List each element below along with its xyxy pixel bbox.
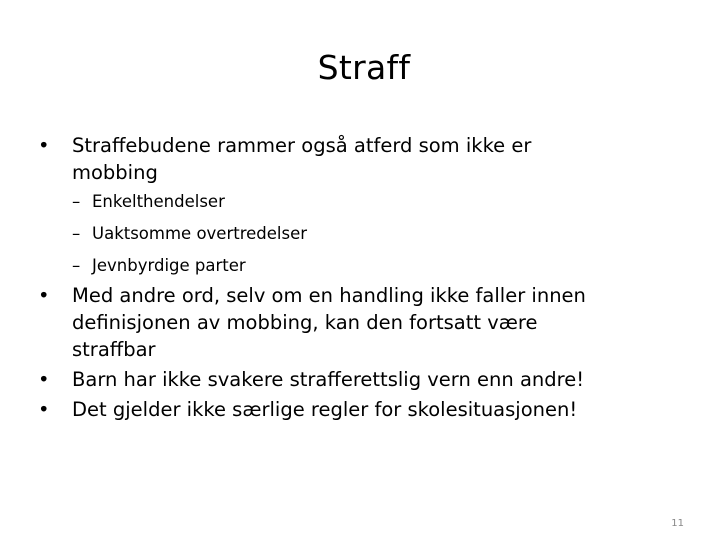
bullet-text-line: Straffebudene rammer også atferd som ikke er — [72, 134, 532, 157]
bullet-text-line: Barn har ikke svakere strafferettslig vern enn andre! — [72, 368, 585, 391]
dash-icon: – — [72, 256, 81, 275]
bullet-text-line: mobbing — [72, 161, 158, 184]
bullet-text-line: definisjonen av mobbing, kan den fortsatt være — [72, 311, 538, 334]
sub-bullet-item — [38, 250, 678, 282]
sub-bullet-item — [38, 186, 678, 218]
sub-bullet-text: Jevnbyrdige parter — [92, 256, 246, 275]
bullet-list — [38, 132, 678, 423]
slide-title: Straff — [317, 48, 411, 87]
bullet-icon: • — [38, 398, 50, 421]
bullet-item — [38, 396, 678, 423]
bullet-item — [38, 282, 678, 363]
sub-bullet-item — [38, 218, 678, 250]
bullet-item — [38, 366, 678, 393]
page-number: 11 — [671, 518, 684, 529]
sub-bullet-text: Uaktsomme overtredelser — [92, 224, 308, 243]
bullet-icon: • — [38, 134, 50, 157]
bullet-text-line: straffbar — [72, 338, 156, 361]
bullet-text-line: Det gjelder ikke særlige regler for skolesituasjonen! — [72, 398, 578, 421]
bullet-text-line: Med andre ord, selv om en handling ikke faller innen — [72, 284, 586, 307]
dash-icon: – — [72, 224, 81, 243]
sub-bullet-text: Enkelthendelser — [92, 192, 225, 211]
dash-icon: – — [72, 192, 81, 211]
bullet-icon: • — [38, 368, 50, 391]
bullet-item — [38, 132, 678, 186]
bullet-icon: • — [38, 284, 50, 307]
